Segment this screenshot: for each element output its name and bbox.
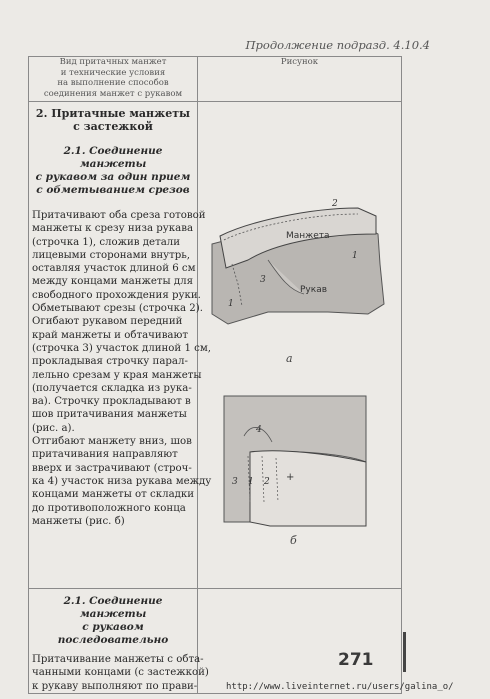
text-line: (строчка 1), сложив детали <box>32 236 181 248</box>
figure-b <box>220 392 370 532</box>
label-sleeve: Рукав <box>300 285 328 295</box>
text-line: Огибают рукавом передний <box>32 316 183 328</box>
text-line: Притачивание манжеты с обта- <box>32 654 204 666</box>
text-line: Отгибают манжету вниз, шов <box>32 436 192 448</box>
table-row-section-2-1 <box>29 589 402 694</box>
text-line: (получается складка из рука- <box>32 382 192 394</box>
section-title-line: 2. Притачные манжеты <box>35 107 191 120</box>
text-line: прокладывая строчку парал- <box>32 356 188 368</box>
instruction-text-2 <box>29 653 209 693</box>
text-line: вверх и застрачивают (строч- <box>32 462 192 474</box>
header-left-line: на выполнение способов <box>57 78 169 88</box>
subsection-title-line: с рукавом за один прием <box>35 171 191 183</box>
subsection-title-line: 2.1. Соединение манжеты <box>63 145 163 170</box>
text-line: край манжеты и обтачивают <box>32 329 189 341</box>
text-line: к рукаву выполняют по прави- <box>32 680 198 692</box>
figure-cell <box>198 102 402 589</box>
header-left-line: соединения манжет с рукавом <box>43 88 183 99</box>
text-line: Обметывают срезы (строчка 2). <box>32 303 203 315</box>
caption-b: б <box>290 534 297 547</box>
watermark-url: http://www.liveinternet.ru/users/galina_o/ <box>226 682 454 692</box>
instruction-text <box>29 209 212 528</box>
callout-1-left: 1 <box>228 299 234 309</box>
text-line: концами манжеты от складки <box>32 489 195 501</box>
table-header-row <box>29 57 402 102</box>
instruction-table <box>28 56 402 694</box>
subsection-title-line: с обметыванием срезов <box>36 184 190 196</box>
callout-2-b: 2 <box>264 477 270 487</box>
text-line: Притачивают оба среза готовой <box>32 210 206 221</box>
figure-cell-2 <box>198 589 402 694</box>
text-line: ка 4) участок низа рукава между <box>32 475 212 487</box>
text-line: шов притачивания манжеты <box>32 409 187 421</box>
section-title-line: с застежкой <box>73 120 153 133</box>
text-line: ва). Строчку прокладывают в <box>32 396 191 408</box>
text-line: свободного прохождения руки. <box>32 289 201 301</box>
text-line: (рис. а). <box>32 422 75 434</box>
text-line: притачивания направляют <box>32 449 178 461</box>
text-line: лицевыми сторонами внутрь, <box>32 249 191 261</box>
label-cuff: Манжета <box>286 231 330 241</box>
section2-title <box>33 595 193 647</box>
description-cell-2 <box>29 589 209 694</box>
page-number: 271 <box>338 650 374 670</box>
section2-title-line: с рукавом последовательно <box>57 621 169 647</box>
text-line: манжеты к срезу низа рукава <box>32 223 194 235</box>
text-line: до противоположного конца <box>32 502 186 514</box>
callout-1-b: 1 <box>248 477 254 487</box>
subsection-title <box>33 145 193 197</box>
header-left <box>29 57 198 102</box>
running-head: Продолжение подразд. 4.10.4 <box>245 38 430 52</box>
caption-a: а <box>286 352 293 365</box>
callout-3: 3 <box>260 275 266 285</box>
figure-a <box>208 194 398 344</box>
page-number-bar <box>403 632 406 672</box>
text-line: (строчка 3) участок длиной 1 см, <box>32 342 212 354</box>
header-left-line: Вид притачных манжет <box>59 57 167 67</box>
section2-title-line: 2.1. Соединение манжеты <box>63 595 163 621</box>
section-title <box>33 107 193 133</box>
text-line: лельно срезам у края манжеты <box>32 369 202 381</box>
header-left-line: и технические условия <box>60 67 166 78</box>
callout-1-right: 1 <box>352 251 358 261</box>
header-right: Рисунок <box>198 57 402 102</box>
description-cell <box>29 102 212 589</box>
text-line: чанными концами (с застежкой) <box>32 667 209 679</box>
callout-2: 2 <box>332 199 338 209</box>
callout-4: 4 <box>256 425 262 435</box>
cuff-panel <box>250 451 366 526</box>
text-line: между концами манжеты для <box>32 276 194 288</box>
text-line: манжеты (рис. б) <box>32 515 125 527</box>
table-row-section-2 <box>29 102 402 589</box>
callout-plus: + <box>286 472 295 483</box>
text-line: оставляя участок длиной 6 см <box>32 263 196 275</box>
callout-3-b: 3 <box>232 477 238 487</box>
